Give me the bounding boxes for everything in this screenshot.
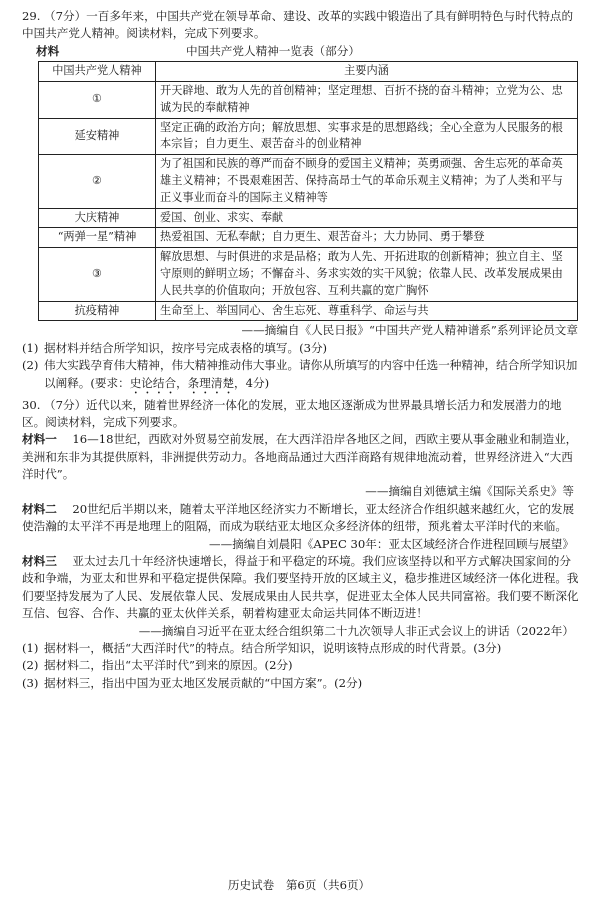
q29-stem-text: （7分）一百多年来，中国共产党在领导革命、建设、改革的实践中锻造出了具有鲜明特色与时代特点的中国共产党人精神。阅读材料，完成下列要求。 <box>22 9 574 41</box>
spirit-name-cell: “两弹一星”精神 <box>39 228 156 248</box>
sub-text: 据材料一，概括“大西洋时代”的特点。结合所学知识，说明该特点形成的时代背景。(3分) <box>44 640 502 655</box>
sub-number: (1) <box>22 340 39 355</box>
material-2-text: 20世纪后半期以来，随着太平洋地区经济实力不断增长，亚太经济合作组织越来越红火，它的发展使浩瀚的太平洋不再是地理上的阻隔，而成为联结亚太地区众多经济体的纽带，预兆着太平洋时代的来临。 <box>22 501 575 534</box>
table-row <box>39 118 578 155</box>
q29-sub1 <box>22 340 580 357</box>
material-2-source: ——摘编自刘晨阳《APEC 30年：亚太区域经济合作进程回顾与展望》 <box>209 536 574 551</box>
spirit-name-cell: 延安精神 <box>39 118 156 155</box>
table-header-row <box>39 62 578 82</box>
q30-stem <box>22 397 580 432</box>
spirit-content-cell: 解放思想、与时俱进的求是品格；敢为人先、开拓进取的创新精神；独立自主、坚守原则的鲜明立场；不懈奋斗、务求实效的实干风貌；依靠人民、改革发展成果由人民共享的价值取向；开放包容、互利共赢的宽广胸怀 <box>156 248 578 301</box>
q30-stem-text: （7分）近代以来，随着世界经济一体化的发展，亚太地区逐渐成为世界最具增长活力和发展潜力的地区。阅读材料，完成下列要求。 <box>22 397 562 429</box>
table-row <box>39 228 578 248</box>
spirit-name-cell: 大庆精神 <box>39 208 156 228</box>
table-row <box>39 301 578 321</box>
page-footer: 历史试卷 第6页（共6页） <box>227 878 371 892</box>
header-main-content: 主要内涵 <box>156 62 578 82</box>
spirit-table <box>38 61 578 321</box>
q30-number: 30. <box>22 397 41 412</box>
sub-text-part: ，4分) <box>234 375 270 390</box>
spirit-content-cell: 开天辟地、敢为人先的首创精神；坚定理想、百折不挠的奋斗精神；立党为公、忠诚为民的奉献精神 <box>156 81 578 118</box>
emphasis-text: 史论结合，条理清楚 <box>129 375 235 390</box>
spirit-name-cell: ② <box>39 155 156 208</box>
spirit-content-cell: 生命至上、举国同心、舍生忘死、尊重科学、命运与共 <box>156 301 578 321</box>
material-3-source: ——摘编自习近平在亚太经合组织第二十九次领导人非正式会议上的讲话（2022年） <box>138 623 574 638</box>
spirit-name-cell: ③ <box>39 248 156 301</box>
material-2 <box>22 501 580 536</box>
q29-source: ——摘编自《人民日报》“中国共产党人精神谱系”系列评论员文章 <box>241 323 578 338</box>
material-2-label: 材料二 <box>22 501 57 516</box>
table-row <box>39 248 578 301</box>
material-label: 材料 <box>36 43 60 58</box>
q29-sub2 <box>22 357 580 396</box>
sub-number: (3) <box>22 675 39 690</box>
q30-sub2 <box>22 657 580 674</box>
q29-material-header <box>22 43 580 60</box>
header-spirit-name: 中国共产党人精神 <box>39 62 156 82</box>
sub-number: (1) <box>22 640 39 655</box>
sub-text <box>44 357 580 396</box>
spirit-name-cell: 抗疫精神 <box>39 301 156 321</box>
spirit-content-cell: 爱国、创业、求实、奉献 <box>156 208 578 228</box>
q30-sub3 <box>22 675 580 692</box>
table-row <box>39 208 578 228</box>
table-row <box>39 81 578 118</box>
sub-text-part: 伟大实践孕育伟大精神，伟大精神推动伟大事业。请你从所填写的内容中任选一种精神，结合所学知识加以阐释。(要求： <box>44 358 578 390</box>
q29-stem <box>22 8 580 43</box>
material-1-text: 16—18世纪，西欧对外贸易空前发展，在大西洋沿岸各地区之间，西欧主要从事金融业和制造业，美洲和东非为其提供原料，非洲提供劳动力。各地商品通过大西洋商路有规律地流动着，世界经济进入“大西洋时代”。 <box>22 432 578 482</box>
sub-number: (2) <box>22 358 39 373</box>
sub-text: 据材料三，指出中国为亚太地区发展贡献的“中国方案”。(2分) <box>44 675 363 690</box>
table-row <box>39 155 578 208</box>
table-title: 中国共产党人精神一览表（部分） <box>186 43 360 58</box>
spirit-content-cell: 为了祖国和民族的尊严而奋不顾身的爱国主义精神；英勇顽强、舍生忘死的革命英雄主义精神；不畏艰难困苦、保持高昂士气的革命乐观主义精神；为了人类和平与正义事业而奋斗的国际主义精神等 <box>156 155 578 208</box>
sub-number: (2) <box>22 658 39 673</box>
sub-text: 据材料二，指出“太平洋时代”到来的原因。(2分) <box>44 658 293 673</box>
spirit-name-cell: ① <box>39 81 156 118</box>
sub-text: 据材料并结合所学知识，按序号完成表格的填写。(3分) <box>44 340 328 355</box>
material-1-source: ——摘编自刘德斌主编《国际关系史》等 <box>365 484 574 499</box>
q30-sub1 <box>22 640 580 657</box>
spirit-content-cell: 坚定正确的政治方向；解放思想、实事求是的思想路线；全心全意为人民服务的根本宗旨；自力更生、艰苦奋斗的创业精神 <box>156 118 578 155</box>
material-3-text: 亚太过去几十年经济快速增长，得益于和平稳定的环境。我们应该坚持以和平方式解决国家间的分歧和争端，为亚太和世界和平稳定提供保障。我们要坚持开放的区域主义，稳步推进区域经济一体化进程。我们要坚持发展为了人民、发展依靠人民、发展成果由人民共享，促进亚太全体人民共同富裕。我们要不断深化互信、包容、合作、共赢的亚太伙伴关系，朝着构建亚太命运共同体不断迈进！ <box>22 554 579 621</box>
material-3 <box>22 553 580 623</box>
q29-number: 29. <box>22 9 41 23</box>
material-1 <box>22 431 580 483</box>
material-1-label: 材料一 <box>22 432 57 447</box>
material-3-label: 材料三 <box>22 554 57 569</box>
spirit-content-cell: 热爱祖国、无私奉献；自力更生、艰苦奋斗；大力协同、勇于攀登 <box>156 228 578 248</box>
